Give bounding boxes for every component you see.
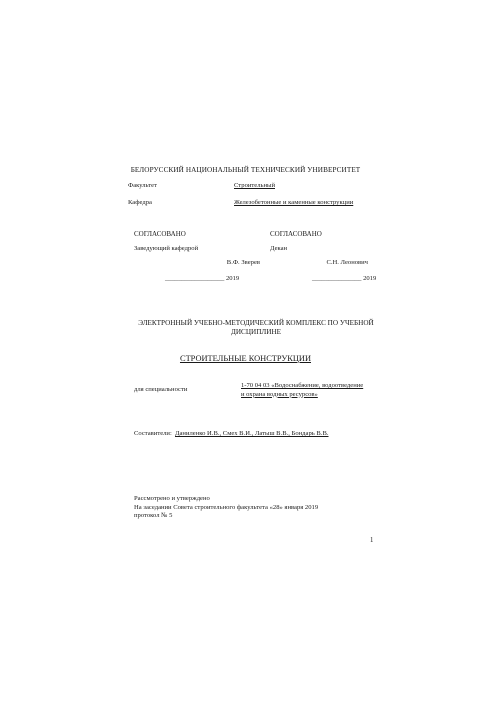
dean-name: С.Н. Леонович [326,259,368,266]
approval-line-2: На заседании Совета строительного факультета «28» января 2019 [134,503,319,511]
complex-title: ЭЛЕКТРОННЫЙ УЧЕБНО-МЕТОДИЧЕСКИЙ КОМПЛЕКС ПО УЧЕБНОЙ ДИСЦИПЛИНЕ [138,319,374,336]
head-of-chair-title: Заведующий кафедрой [134,245,199,252]
faculty-value: Строительный [234,182,275,189]
dean-signature-date-line: _______________ 2019 [312,275,377,282]
specialty-value [241,382,401,399]
specialty-line-1: 1-70 04 03 «Водоснабжение, водоотведение [241,382,364,389]
approval-block [134,495,394,521]
authors-label: Составители: [134,430,172,437]
authors-value: Даниленко И.В., Смех В.И., Латыш В.В., Бондарь В.В. [175,430,329,437]
approval-line-1: Рассмотрено и утверждено [134,495,210,502]
agreed-heading-left: СОГЛАСОВАНО [134,230,186,238]
page-number: 1 [370,537,374,544]
university-name: БЕЛОРУССКИЙ НАЦИОНАЛЬНЫЙ ТЕХНИЧЕСКИЙ УНИВЕРСИТЕТ [130,166,361,174]
faculty-label: Факультет [128,182,157,189]
approval-line-3: протокол № 5 [134,512,173,520]
head-signature-date-line: __________________ 2019 [165,275,240,282]
chair-value: Железобетонные и каменные конструкции [234,199,354,206]
chair-label: Кафедра [128,199,152,206]
head-of-chair-name: В.Ф. Зверев [226,259,260,266]
specialty-label: для специальности [134,386,188,393]
dean-title: Декан [270,245,288,252]
specialty-line-2: и охрана водных ресурсов» [241,390,318,398]
agreed-heading-right: СОГЛАСОВАНО [270,230,322,238]
discipline-title: СТРОИТЕЛЬНЫЕ КОНСТРУКЦИИ [179,354,311,363]
